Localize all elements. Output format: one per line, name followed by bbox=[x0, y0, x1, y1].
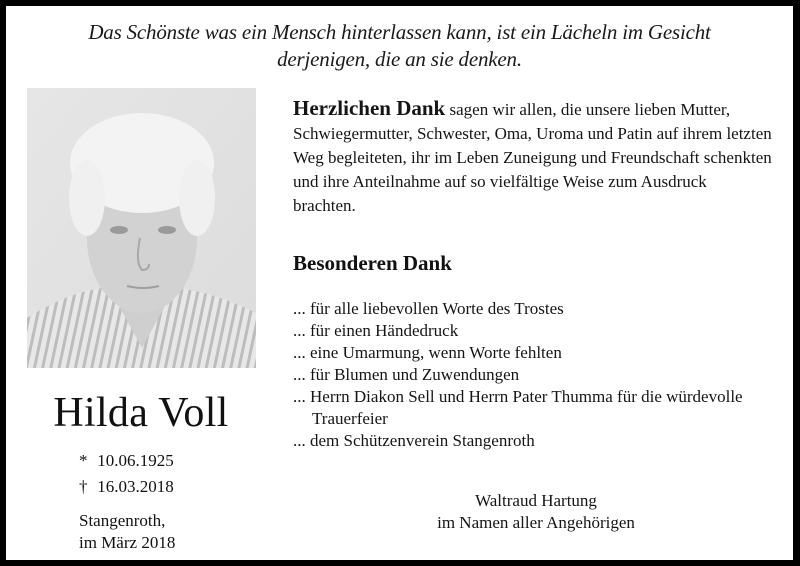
birth-date: 10.06.1925 bbox=[97, 451, 174, 470]
quote-line-2: derjenigen, die an sie denken. bbox=[277, 47, 522, 71]
birth-star-icon: * bbox=[79, 451, 88, 470]
thanks-heading: Herzlichen Dank bbox=[293, 96, 446, 120]
deceased-name: Hilda Voll bbox=[53, 390, 229, 436]
special-thanks-heading: Besonderen Dank bbox=[293, 251, 452, 275]
birth-date-row bbox=[79, 448, 174, 474]
place-and-date bbox=[79, 510, 175, 554]
signature-note: im Namen aller Angehörigen bbox=[437, 513, 635, 532]
list-item: ... für Blumen und Zuwendungen bbox=[293, 365, 520, 384]
quote-line-1: Das Schönste was ein Mensch hinterlassen kann, ist ein Lächeln im Gesicht bbox=[88, 20, 711, 44]
portrait-image bbox=[27, 88, 256, 368]
memorial-quote bbox=[6, 19, 793, 73]
life-dates bbox=[79, 448, 174, 500]
list-item: ... für alle liebevollen Worte des Trostes bbox=[293, 299, 564, 318]
list-item: ... für einen Händedruck bbox=[293, 321, 459, 340]
list-item: ... Herrn Diakon Sell und Herrn Pater Thumma für die würdevolle Trauerfeier bbox=[293, 387, 743, 428]
portrait-photo bbox=[27, 88, 256, 368]
place-line-1: Stangenroth, bbox=[79, 511, 166, 530]
signature bbox=[386, 490, 686, 534]
obituary-notice bbox=[6, 6, 793, 560]
list-item: ... dem Schützenverein Stangenroth bbox=[293, 431, 535, 450]
place-line-2: im März 2018 bbox=[79, 533, 176, 552]
death-date-row bbox=[79, 474, 174, 500]
list-item: ... eine Umarmung, wenn Worte fehlten bbox=[293, 343, 562, 362]
signature-name: Waltraud Hartung bbox=[475, 491, 597, 510]
special-thanks-list bbox=[293, 298, 773, 452]
death-date: 16.03.2018 bbox=[97, 477, 174, 496]
death-cross-icon: † bbox=[79, 477, 88, 496]
thanks-text: sagen wir allen, die unsere lieben Mutter, Schwiegermutter, Schwester, Oma, Uroma und Patin auf ihrem letzten Weg begleiteten, ihr im Leben Zuneigung und Freundschaft schenkten und ihre Anteilnahme auf so vielfältige Weise zum Ausdruck brachten. bbox=[293, 100, 772, 215]
thanks-paragraph bbox=[293, 96, 773, 218]
